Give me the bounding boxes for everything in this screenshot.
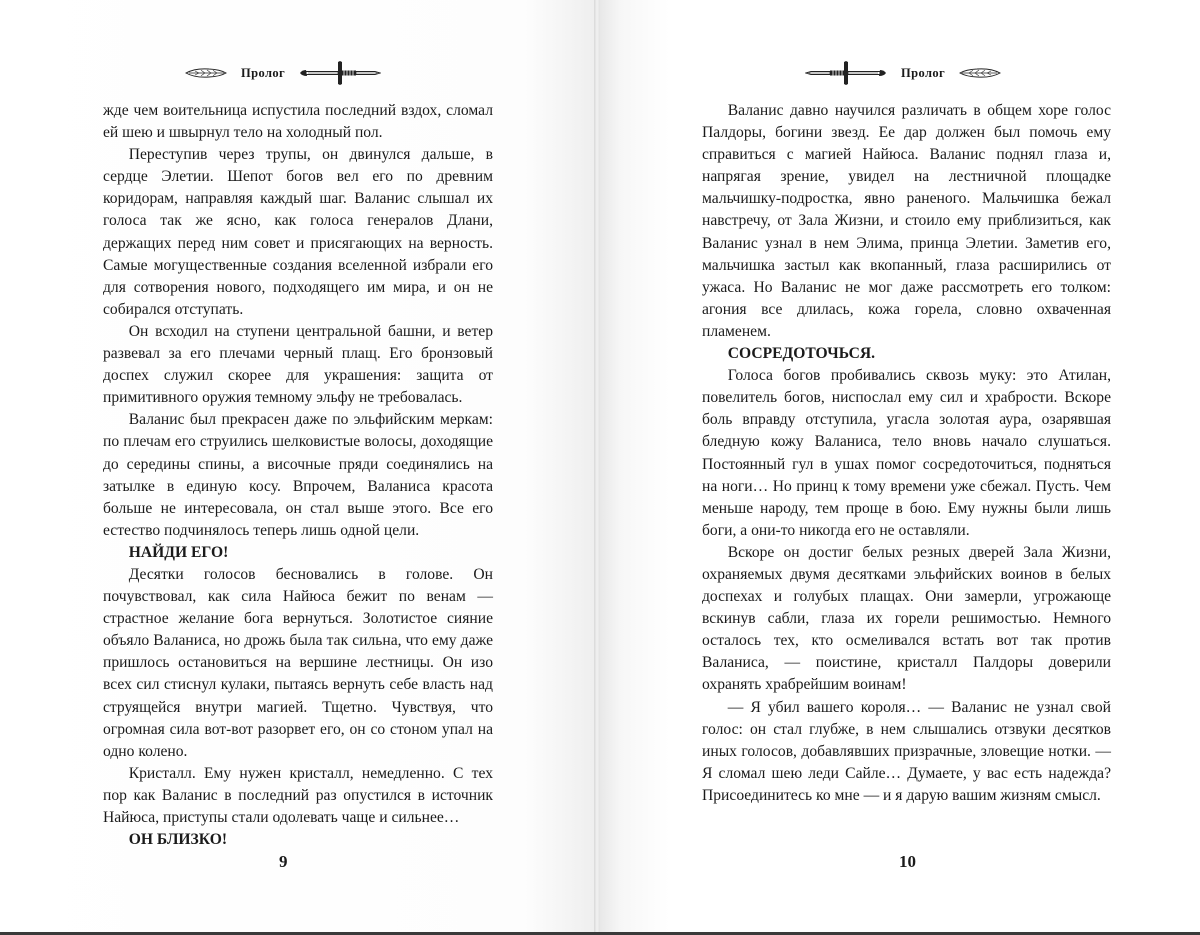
left-running-title: Пролог <box>241 65 286 80</box>
feather-icon <box>959 67 1001 79</box>
sword-icon <box>299 59 381 87</box>
emphasis-line: НАЙДИ ЕГО! <box>128 543 229 561</box>
emphasis-line: ОН БЛИЗКО! <box>128 831 228 849</box>
right-page-text <box>702 100 1111 807</box>
paragraph: Голоса богов пробивались сквозь муку: это Атилан, повелитель богов, ниспослал ему сил и храбрости. Вскоре боль вправду отступила, угасла золотая аура, озарявшая бледную кожу Валаниса, тело вновь начало слушаться. Постоянный гул в ушах помог сосредоточиться, подняться на ноги… Но принц к тому времени уже сбежал. Пусть. Чем меньше народу, тем проще в бою. Ему нужны были лишь боги, а они-то никогда его не оставляли. <box>702 367 1111 539</box>
left-running-header <box>185 58 381 88</box>
paragraph: Кристалл. Ему нужен кристалл, немедленно. С тех пор как Валанис в последний раз опустился в источник Найюса, приступы стали одолевать чаще и сильнее… <box>103 764 493 826</box>
emphasis-line: СОСРЕДОТОЧЬСЯ. <box>727 345 876 363</box>
paragraph: Валанис был прекрасен даже по эльфийским меркам: по плечам его струились шелковистые волосы, доходящие до середины спины, а височные пряди соединялись на затылке в единую косу. Впрочем, Валаниса красота больше не интересовала, он стал выше этого. Все его естество подчинялось теперь лишь одной цели. <box>103 411 493 539</box>
right-page-number: 10 <box>899 852 916 871</box>
paragraph: Он всходил на ступени центральной башни, и ветер развевал за его плечами черный плащ. Его бронзовый доспех служил скорее для украшения: защита от примитивного оружия темному эльфу не требовалась. <box>103 322 493 407</box>
left-page <box>0 0 597 935</box>
paragraph: — Я убил вашего короля… — Валанис не узнал свой голос: он стал глубже, в нем слышались отзвуки десятков иных голосов, добавлявших призрачные, зловещие нотки. — Я сломал шею леди Сайле… Думаете, у вас есть надежда? Присоединитесь ко мне — и я дарую вашим жизням смысл. <box>702 698 1111 804</box>
right-page <box>597 0 1200 935</box>
right-running-header <box>805 58 1001 88</box>
paragraph: жде чем воительница испустила последний вздох, сломал ей шею и швырнул тело на холодный пол. <box>103 102 493 142</box>
left-page-number: 9 <box>279 852 288 871</box>
feather-icon <box>185 67 227 79</box>
paragraph: Переступив через трупы, он двинулся дальше, в сердце Элетии. Шепот богов вел его по древним коридорам, направляя каждый шаг. Валанис слышал их голоса так же ясно, как голоса генералов Длани, держащих перед ним совет и присягающих на верность. Самые могущественные создания вселенной избрали его для сотворения нового, подходящего им мира, и он не собирался отступать. <box>103 146 493 318</box>
paragraph: Десятки голосов бесновались в голове. Он почувствовал, как сила Найюса бежит по венам — страстное желание бога вернуться. Золотистое сияние объяло Валаниса, но дрожь была так сильна, что ему даже пришлось остановиться на вершине лестницы. Он изо всех сил стиснул кулаки, пытаясь вернуть себе власть над струящейся внутри магией. Тщетно. Чувствуя, что огромная сила вот-вот разорвет его, он со стоном упал на одно колено. <box>103 565 493 760</box>
left-page-text <box>103 100 493 851</box>
right-running-title: Пролог <box>901 65 946 80</box>
paragraph: Валанис давно научился различать в общем хоре голос Палдоры, богини звезд. Ее дар должен был помочь ему справиться с магией Найюса. Валанис поднял глаза и, напрягая зрение, увидел на лестничной площадке мальчишку-подростка, явно раненого. Мальчишка бежал навстречу, от Зала Жизни, и стоило ему приблизиться, как Валанис узнал в нем Элима, принца Элетии. Заметив его, мальчишка застыл как вкопанный, глаза расширились от ужаса. Но Валанис не мог даже рассмотреть его толком: агония все длилась, кожа горела, словно охваченная пламенем. <box>702 102 1111 340</box>
book-gutter <box>594 0 600 935</box>
sword-icon <box>805 59 887 87</box>
paragraph: Вскоре он достиг белых резных дверей Зала Жизни, охраняемых двумя десятками эльфийских воинов в белых доспехах и голубых плащах. Они замерли, угрожающе вскинув сабли, глаза их горели решимостью. Немного осталось тех, кто осмеливался встать вот так против Валаниса, — поистине, кристалл Палдоры доверили охранять храбрейшим воинам! <box>702 543 1111 694</box>
